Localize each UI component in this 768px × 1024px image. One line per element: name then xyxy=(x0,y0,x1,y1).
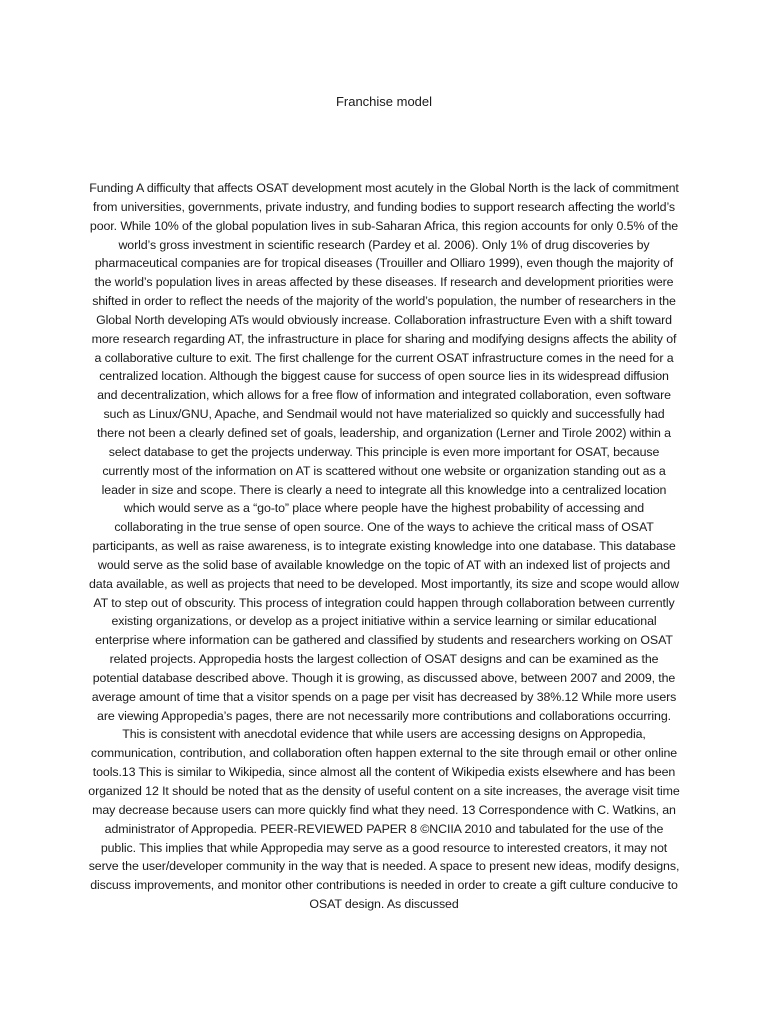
body-paragraph: Funding A difficulty that affects OSAT development most acutely in the Global North is the lack of commitment from universities, governments, private industry, and funding bodies to support research affecting the world’s poor. While 10% of the global population lives in sub-Saharan Africa, this region accounts for only 0.5% of the world’s gross investment in scientific research (Pardey et al. 2006). Only 1% of drug discoveries by pharmaceutical companies are for tropical diseases (Trouiller and Olliaro 1999), even though the majority of the world’s population lives in areas affected by these diseases. If research and development priorities were shifted in order to reflect the needs of the majority of the world’s population, the number of researchers in the Global North developing ATs would obviously increase. Collaboration infrastructure Even with a shift toward more research regarding AT, the infrastructure in place for sharing and modifying designs affects the ability of a collaborative culture to exit. The first challenge for the current OSAT infrastructure comes in the need for a centralized location. Although the biggest cause for success of open source lies in its widespread diffusion and decentralization, which allows for a free flow of information and integrated collaboration, even software such as Linux/GNU, Apache, and Sendmail would not have materialized so quickly and successfully had there not been a clearly defined set of goals, leadership, and organization (Lerner and Tirole 2002) within a select database to get the projects underway. This principle is even more important for OSAT, because currently most of the information on AT is scattered without one website or organization standing out as a leader in size and scope. There is clearly a need to integrate all this knowledge into a centralized location which would serve as a “go-to” place where people have the highest probability of accessing and collaborating in the true sense of open source. One of the ways to achieve the critical mass of OSAT participants, as well as raise awareness, is to integrate existing knowledge into one database. This database would serve as the solid base of available knowledge on the topic of AT with an indexed list of projects and data available, as well as projects that need to be developed. Most importantly, its size and scope would allow AT to step out of obscurity. This process of integration could happen through collaboration between currently existing organizations, or develop as a project initiative within a service learning or similar educational enterprise where information can be gathered and classified by students and researchers working on OSAT related projects. Appropedia hosts the largest collection of OSAT designs and can be examined as the potential database described above. Though it is growing, as discussed above, between 2007 and 2009, the average amount of time that a visitor spends on a page per visit has decreased by 38%.12 While more users are viewing Appropedia’s pages, there are not necessarily more contributions and collaborations occurring. This is consistent with anecdotal evidence that while users are accessing designs on Appropedia, communication, contribution, and collaboration often happen external to the site through email or other online tools.13 This is similar to Wikipedia, since almost all the content of Wikipedia exists elsewhere and has been organized 12 It should be noted that as the density of useful content on a site increases, the average visit time may decrease because users can more quickly find what they need. 13 Correspondence with C. Watkins, an administrator of Appropedia. PEER-REVIEWED PAPER 8 ©NCIIA 2010 and tabulated for the use of the public. This implies that while Appropedia may serve as a good resource to interested creators, it may not serve the user/developer community in the way that is needed. A space to present new ideas, modify designs, discuss improvements, and monitor other contributions is needed in order to create a gift culture conducive to OSAT design. As discussed xyxy=(88,181,680,912)
page-title: Franchise model xyxy=(335,94,433,109)
